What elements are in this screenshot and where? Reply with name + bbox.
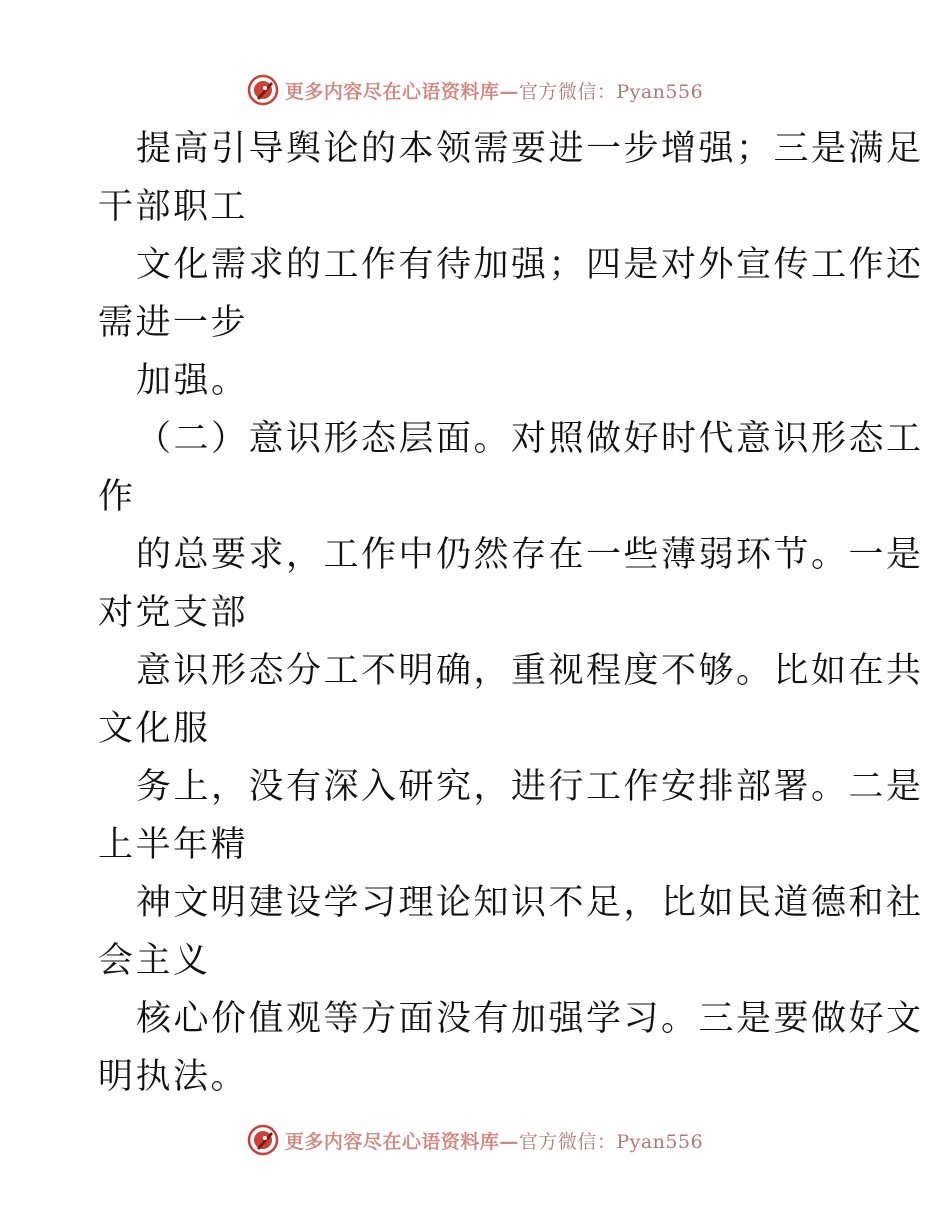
text-line: 会主义 — [98, 941, 211, 981]
text-line: 提高引导舆论的本领需要进一步增强；三是满足 — [136, 129, 924, 169]
text-line: 加强。 — [136, 361, 249, 401]
text-line: 干部职工 — [98, 187, 249, 227]
text-line: 明执法。 — [98, 1057, 249, 1097]
pen-logo-icon — [247, 74, 279, 106]
footer-watermark — [0, 1120, 950, 1160]
text-line: 上半年精 — [98, 825, 249, 865]
text-line: 文化需求的工作有待加强；四是对外宣传工作还 — [136, 245, 924, 285]
text-line: 的总要求，工作中仍然存在一些薄弱环节。一是 — [136, 535, 924, 575]
text-line: 核心价值观等方面没有加强学习。三是要做好文 — [136, 999, 924, 1039]
text-line: 作 — [98, 477, 136, 517]
text-line: 对党支部 — [98, 593, 249, 633]
text-line: 神文明建设学习理论知识不足，比如民道德和社 — [136, 883, 924, 923]
pen-logo-icon — [247, 1124, 279, 1156]
watermark-text: 更多内容尽在心语资料库—官方微信：Pyan556 — [284, 1130, 704, 1153]
text-line: 意识形态分工不明确，重视程度不够。比如在共 — [136, 651, 924, 691]
text-line: 文化服 — [98, 709, 211, 749]
watermark-text: 更多内容尽在心语资料库—官方微信：Pyan556 — [284, 80, 704, 103]
text-line: （二）意识形态层面。对照做好时代意识形态工 — [136, 419, 924, 459]
text-line: 需进一步 — [98, 303, 249, 343]
text-line: 务上，没有深入研究，进行工作安排部署。二是 — [136, 767, 924, 807]
header-watermark — [0, 70, 950, 110]
document-body — [98, 120, 924, 1106]
